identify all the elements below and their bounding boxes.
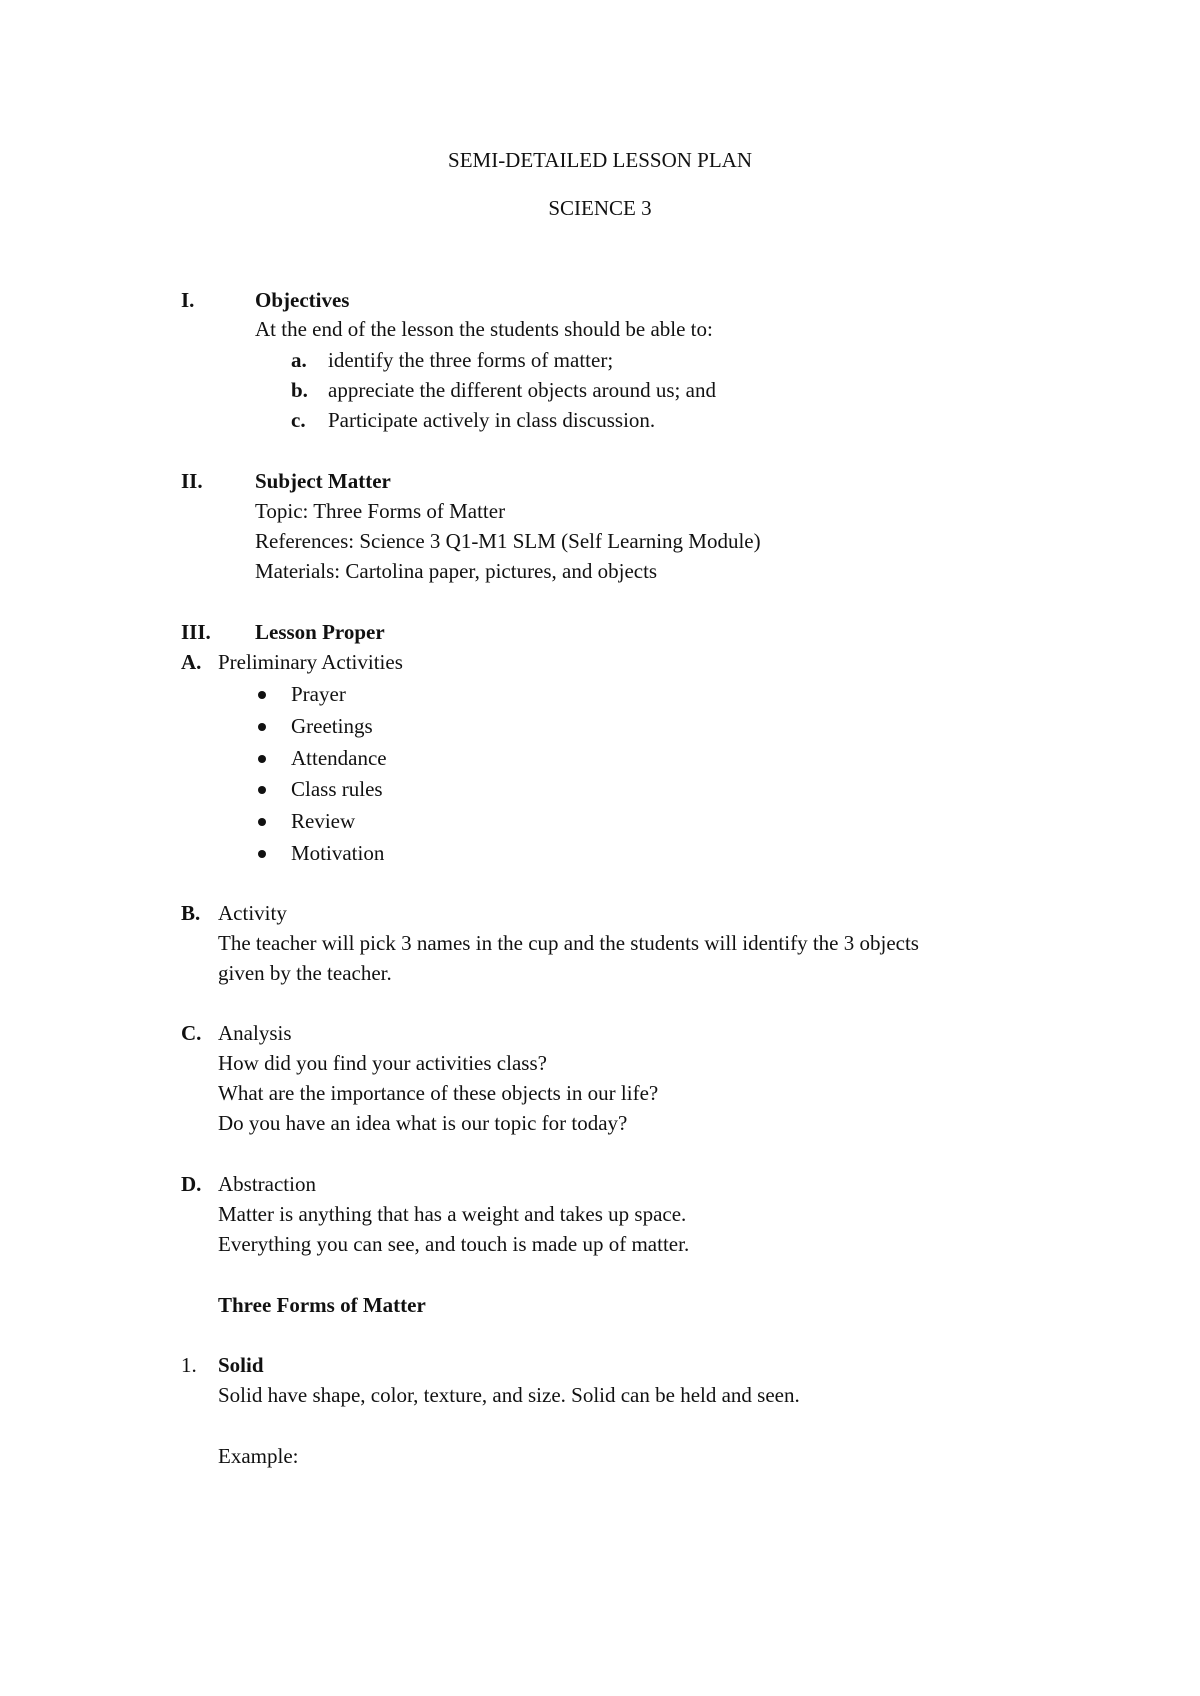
form-1-number: 1. xyxy=(181,1353,197,1377)
section-3-heading: Lesson Proper xyxy=(255,620,385,644)
bullet-icon xyxy=(258,691,266,699)
section-3-numeral: III. xyxy=(181,620,211,644)
bullet-review: Review xyxy=(291,809,356,833)
subject-topic: Topic: Three Forms of Matter xyxy=(255,499,506,523)
objective-c-text: Participate actively in class discussion. xyxy=(328,408,656,432)
part-a-title: Preliminary Activities xyxy=(218,650,403,674)
objective-a-letter: a. xyxy=(291,348,307,372)
objective-b-letter: b. xyxy=(291,378,308,402)
form-1-example-label: Example: xyxy=(218,1444,299,1468)
abstraction-line-1: Matter is anything that has a weight and takes up space. xyxy=(218,1202,687,1226)
form-1-description: Solid have shape, color, texture, and size. Solid can be held and seen. xyxy=(218,1383,800,1407)
activity-line-1: The teacher will pick 3 names in the cup and the students will identify the 3 objects xyxy=(218,931,919,955)
section-1-heading: Objectives xyxy=(255,288,350,312)
objective-c-letter: c. xyxy=(291,408,306,432)
bullet-prayer: Prayer xyxy=(291,682,346,706)
bullet-icon xyxy=(258,818,266,826)
bullet-icon xyxy=(258,786,266,794)
objective-a-text: identify the three forms of matter; xyxy=(328,348,614,372)
part-c-title: Analysis xyxy=(218,1021,292,1045)
section-2-numeral: II. xyxy=(181,469,203,493)
three-forms-heading: Three Forms of Matter xyxy=(218,1293,426,1317)
subject-materials: Materials: Cartolina paper, pictures, and objects xyxy=(255,559,658,583)
bullet-attendance: Attendance xyxy=(291,746,387,770)
part-a-letter: A. xyxy=(181,650,202,674)
section-2-heading: Subject Matter xyxy=(255,469,391,493)
bullet-icon xyxy=(258,850,266,858)
form-1-name: Solid xyxy=(218,1353,264,1377)
subject-references: References: Science 3 Q1-M1 SLM (Self Learning Module) xyxy=(255,529,761,553)
objectives-intro: At the end of the lesson the students should be able to: xyxy=(255,317,713,341)
bullet-greetings: Greetings xyxy=(291,714,373,738)
analysis-question-3: Do you have an idea what is our topic for today? xyxy=(218,1111,628,1135)
section-1-numeral: I. xyxy=(181,288,195,312)
bullet-icon xyxy=(258,755,266,763)
document-title: SEMI-DETAILED LESSON PLAN xyxy=(448,148,752,172)
abstraction-line-2: Everything you can see, and touch is made up of matter. xyxy=(218,1232,690,1256)
part-b-title: Activity xyxy=(218,901,287,925)
part-b-letter: B. xyxy=(181,901,201,925)
analysis-question-2: What are the importance of these objects in our life? xyxy=(218,1081,659,1105)
bullet-motivation: Motivation xyxy=(291,841,385,865)
analysis-question-1: How did you find your activities class? xyxy=(218,1051,547,1075)
part-c-letter: C. xyxy=(181,1021,202,1045)
bullet-icon xyxy=(258,723,266,731)
document-subtitle: SCIENCE 3 xyxy=(548,196,652,220)
bullet-class-rules: Class rules xyxy=(291,777,383,801)
activity-line-2: given by the teacher. xyxy=(218,961,392,985)
part-d-title: Abstraction xyxy=(218,1172,316,1196)
objective-b-text: appreciate the different objects around us; and xyxy=(328,378,716,402)
part-d-letter: D. xyxy=(181,1172,202,1196)
